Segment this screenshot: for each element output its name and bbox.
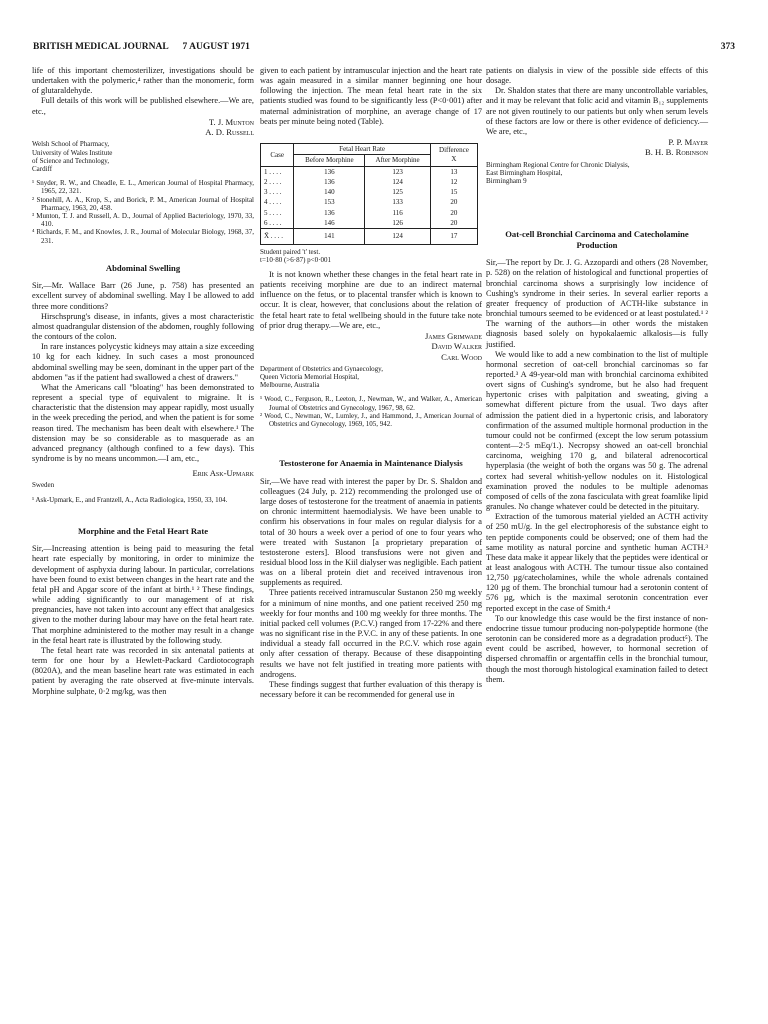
signatory: Erik Ask-Upmark bbox=[192, 468, 254, 479]
table-cell-before: 136 bbox=[294, 166, 365, 177]
affiliation-line: Department of Obstetrics and Gynaecology, bbox=[260, 364, 383, 373]
signatory: David Walker bbox=[431, 341, 482, 352]
affiliation-line: Queen Victoria Memorial Hospital, bbox=[260, 373, 359, 382]
table-cell-case: 6 . . . . bbox=[261, 218, 294, 229]
paragraph: Three patients received intramuscular Sustanon 250 mg weekly for a minimum of nine months, and one patient received 250 mg weekly for four months and 100 mg weekly for three months. The initial packed cell volumes (P.C.V.) ranged from 17-22% and there was no significant rise in the P.V.C. in any of these patients. In one individual a steady fall occurred in the P.C.V. which rose again only after cessation of therapy. Because of these disappointing results we have not felt justified in treating more patients with androgens. bbox=[260, 588, 482, 679]
table-cell-before: 140 bbox=[294, 187, 365, 197]
page-number: 373 bbox=[720, 42, 735, 52]
table-cell-before: 153 bbox=[294, 197, 365, 207]
section-heading: Testosterone for Anaemia in Maintenance Dialysis bbox=[279, 458, 463, 469]
affiliation bbox=[32, 140, 254, 173]
table-cell-after: 126 bbox=[365, 218, 431, 229]
reference-list bbox=[32, 496, 254, 504]
paragraph: It is not known whether these changes in the fetal heart rate in patients receiving morphine are due to an indirect maternal influence on the fetus, or to placental transfer which is known to occur. It is clear, however, that conclusions about the relation of the fetal heart rate to fetal wellbeing should in the future take note of prior drug therapy.—We are, etc., bbox=[260, 270, 482, 330]
reference: ³ Munton, T. J. and Russell, A. D., Journal of Applied Bacteriology, 1970, 33, 410. bbox=[32, 212, 254, 229]
column-2 bbox=[260, 66, 482, 700]
signatory: A. D. Russell bbox=[205, 127, 254, 138]
table-cell-after: 124 bbox=[365, 229, 431, 244]
table-cell-diff: 20 bbox=[430, 197, 477, 207]
affiliation-line: Birmingham Regional Centre for Chronic Dialysis, bbox=[486, 160, 630, 169]
paragraph: Sir,—The report by Dr. J. G. Azzopardi and others (28 November, p. 528) on the relation of histological and functional properties of bronchial carcinoma shows a surprisingly low incidence of Cushing's syndrome in their series. In several earlier reports a greater frequency of production of ACTH-like substance in bronchial tumours seemed to be evidenced or at least postulated.¹ ² The warning of the authors—in other words the mistaken diagnosis based solely on hypokalaemic alkalosis—is fully justified. bbox=[486, 258, 708, 349]
table-row bbox=[261, 177, 478, 187]
reference-list bbox=[260, 395, 482, 428]
paragraph: Full details of this work will be published elsewhere.—We are, etc., bbox=[32, 96, 254, 116]
issue-date: 7 AUGUST 1971 bbox=[182, 42, 250, 52]
table-cell-diff: 20 bbox=[430, 218, 477, 229]
paragraph: The fetal heart rate was recorded in six antenatal patients at term for one hour by a Hewlett-Packard Cardiotocograph (8020A), and the mean baseline heart rate was estimated in each patient by averaging the rate observed at five-minute intervals. Morphine sulphate, 0·2 mg/kg, was then bbox=[32, 645, 254, 696]
table-cell-before: 136 bbox=[294, 177, 365, 187]
paragraph: life of this important chemosterilizer, investigations should be undertaken with the polymeric,⁴ rather than the monomeric, form of glutaraldehyde. bbox=[32, 66, 254, 96]
paragraph: We would like to add a new combination to the list of multiple hormonal secretion of oat-cell bronchial carcinomas so far reported.³ A 49-year-old man with bronchial carcinoma exhibited overt signs of Cushing's syndrome, but he also had frequent hypertonic crises with palpitation and sweating, giving a somewhat different picture from the usual. Two days after admission the patient died in a hypertonic crisis, and laboratory confirmation of the assumed multiple hormonal production in the tumour could not be confirmed (except the low serum potassium content—2·5 mEq/1.). Necropsy showed an oat-cell bronchial carcinoma, weighing 170 g, and bilateral adrenocortical hyperplasia (the weight of both the organs was 50 g. The adrenal cortex had several whitish-yellow nodules on it. Histological examination proved the nodules to be multiple adenomas composed of cells of the zona fasciculata with great foamlike lipid granules. No change whatever could be detected in the pituitary. bbox=[486, 349, 708, 512]
section-heading: Abdominal Swelling bbox=[105, 262, 181, 273]
table-cell-diff: 15 bbox=[430, 187, 477, 197]
reference: ² Stonehill, A. A., Krop, S., and Borick, P. M., American Journal of Hospital Pharmacy, 1963, 20, 458. bbox=[32, 195, 254, 212]
paragraph: Extraction of the tumorous material yielded an ACTH activity of 250 mU/g. In the gel electrophoresis of the substance eight to ten peptide components could be observed; one of them had the same motility as natural porcine and synthetic human ACTH.³ These data make it appear likely that the peptides were identical or at least analogous with ACTH. The tumour tissue also contained 12,750 µg/catecholamines, while the whole adrenals contained 120 µg of them. The bronchial tumour had a serotonin content of 576 µg, which is the maximal serotonin concentration ever reported except in the case of Smith.⁴ bbox=[486, 512, 708, 613]
reference: ² Wood, C., Newman, W., Lumley, J., and Hammond, J., American Journal of Obstetrics and Gynecology, 1969, 105, 942. bbox=[260, 411, 482, 429]
table-header-difference bbox=[430, 143, 477, 166]
fetal-heart-rate-table bbox=[260, 143, 478, 245]
running-header bbox=[33, 42, 735, 56]
signature bbox=[260, 331, 482, 362]
table-cell-case: 5 . . . . bbox=[261, 208, 294, 218]
affiliation-line: Melbourne, Australia bbox=[260, 381, 320, 390]
table-note bbox=[260, 248, 482, 264]
table-note-line: t=10·80 (>6·87) p<0·001 bbox=[260, 255, 331, 264]
table-cell-case: 2 . . . . bbox=[261, 177, 294, 187]
affiliation-line: University of Wales Institute bbox=[32, 148, 113, 157]
table-cell-case: 3 . . . . bbox=[261, 187, 294, 197]
paragraph: These findings suggest that further evaluation of this therapy is necessary before it can be recommended for general use in bbox=[260, 679, 482, 700]
paragraph: Sir,—Increasing attention is being paid to measuring the fetal heart rate especially by monitoring, in order to minimize the development of asphyxia during labour. In particular, correlations have been found to exist between changes in the heart rate and the fetal pH and Apgar score of the infant at birth.¹ ² These findings, while adding significantly to our management of at risk pregnancies, have not taken into account any effect that analgesics given to the mother during labour may have on the fetal heart rate. That morphine administered to the mother may result in a change in the fetal heart rate is illustrated by the following study. bbox=[32, 544, 254, 645]
table-cell-case: 4 . . . . bbox=[261, 197, 294, 207]
table-row bbox=[261, 218, 478, 229]
table-header-before: Before Morphine bbox=[294, 155, 365, 166]
paragraph: patients on dialysis in view of the possible side effects of this dosage. bbox=[486, 66, 708, 86]
affiliation-line: Sweden bbox=[32, 481, 55, 490]
table-cell-diff: 17 bbox=[430, 229, 477, 244]
journal-name: BRITISH MEDICAL JOURNAL bbox=[33, 42, 169, 52]
affiliation-line: Cardiff bbox=[32, 164, 53, 173]
paragraph: given to each patient by intramuscular injection and the heart rate was again measured in a similar manner beginning one hour following the injection. The mean fetal heart rate in the six patients studied was found to be significantly less (P<0·001) after maternal administration of morphine, an average change of 17 beats per minute being noted (Table). bbox=[260, 66, 482, 126]
affiliation-line: Birmingham 9 bbox=[486, 177, 527, 186]
difference-label: Difference bbox=[439, 146, 469, 155]
table-header-case: Case bbox=[261, 143, 294, 166]
table-cell-before: 136 bbox=[294, 208, 365, 218]
table-cell-case: 1 . . . . bbox=[261, 166, 294, 177]
table-row bbox=[261, 208, 478, 218]
paragraph: Dr. Shaldon states that there are many uncontrollable variables, and it may be relevant that folic acid and vitamin B₁₂ supplements are not given routinely to our patients but only when serum levels of these factors are low or there is other evidence of deficiency.—We are, etc., bbox=[486, 86, 708, 136]
table-cell-after: 124 bbox=[365, 177, 431, 187]
table-cell-case: X̄ . . . . bbox=[261, 229, 294, 244]
column-3 bbox=[486, 66, 708, 685]
paragraph: Sir,—Mr. Wallace Barr (26 June, p. 758) has presented an excellent survey of abdominal swelling. May I be allowed to add three more conditions? bbox=[32, 281, 254, 311]
section-heading: Morphine and the Fetal Heart Rate bbox=[77, 525, 209, 536]
table-cell-after: 133 bbox=[365, 197, 431, 207]
table-row bbox=[261, 166, 478, 177]
table-cell-after: 123 bbox=[365, 166, 431, 177]
table-cell-after: 116 bbox=[365, 208, 431, 218]
table-cell-after: 125 bbox=[365, 187, 431, 197]
section-heading: Oat-cell Bronchial Carcinoma and Catecholamine Production bbox=[505, 229, 689, 250]
column-1 bbox=[32, 66, 254, 697]
signatory: P. P. Mayer bbox=[668, 137, 708, 148]
table-row bbox=[261, 187, 478, 197]
reference: ⁴ Richards, F. M., and Knowles, J. R., Journal of Molecular Biology, 1968, 37, 231. bbox=[32, 228, 254, 245]
difference-symbol: X bbox=[451, 154, 457, 163]
signatory: T. J. Munton bbox=[208, 116, 254, 127]
affiliation-line: of Science and Technology, bbox=[32, 156, 110, 165]
paragraph: In rare instances polycystic kidneys may attain a size exceeding 10 kg for each kidney. In such cases a most pronounced abdominal swelling may be seen, dominant in the upper part of the abdomen "as if the patient had swallowed a chest of drawers." bbox=[32, 342, 254, 382]
affiliation-line: East Birmingham Hospital, bbox=[486, 168, 563, 177]
table-cell-before: 146 bbox=[294, 218, 365, 229]
paragraph: To our knowledge this case would be the first instance of non-endocrine tissue tumour producing non-polypeptide hormone (the serotonin can be considered more as a degradation product⁵). The event could be ascribed, however, to hormonal secretion of dispersed chromaffin or argentaffin cells in the bronchial tumour, though the most thorough histological examination failed to detect them. bbox=[486, 613, 708, 684]
signatory: Carl Wood bbox=[441, 351, 482, 362]
table-row bbox=[261, 197, 478, 207]
reference: ¹ Wood, C., Ferguson, R., Leeton, J., Newman, W., and Walker, A., American Journal of Obstetrics and Gynecology, 1967, 98, 62. bbox=[260, 395, 482, 412]
table-cell-diff: 13 bbox=[430, 166, 477, 177]
paragraph: Sir,—We have read with interest the paper by Dr. S. Shaldon and colleagues (24 July, p. 212) recommending the prolonged use of large doses of testosterone for the treatment of anaemia in patients on chronic intermittent haemodialysis. We have been unable to confirm his observations in four males on regular dialysis for a total of 30 hours a week over a period of one to four years who were treated with Sustanon [a proprietary preparation of testosterone esters]. Blood transfusions were not given and residual blood loss in the Kiil dialyser was negligible. Each patient was on a liberal protein diet and received intravenous iron supplements as required. bbox=[260, 476, 482, 588]
paragraph: Hirschsprung's disease, in infants, gives a most characteristic almost quadrangular distension of the abdomen, roughly following the contours of the colon. bbox=[32, 311, 254, 342]
signature bbox=[486, 137, 708, 158]
affiliation-line: Welsh School of Pharmacy, bbox=[32, 140, 110, 149]
table-mean-row bbox=[261, 229, 478, 244]
table-header-fhr: Fetal Heart Rate bbox=[294, 143, 430, 154]
table-cell-before: 141 bbox=[294, 229, 365, 244]
signature bbox=[32, 468, 254, 478]
affiliation bbox=[486, 161, 708, 186]
paragraph: What the Americans call "bloating" has been demonstrated to represent a special type of equivalent to migraine. It is characteristic that the distension may appear rapidly, most usually in the week preceding the period, and when the patient is for some reason tired. The mechanism has been dealt with elsewhere.¹ The distension may be so considerable as to masquerade as an advanced pregnancy (although confined to a few days). This syndrome is by no means uncommon.—I am, etc., bbox=[32, 382, 254, 463]
reference-list bbox=[32, 179, 254, 245]
table-header-after: After Morphine bbox=[365, 155, 431, 166]
affiliation bbox=[260, 365, 482, 390]
affiliation bbox=[32, 481, 254, 489]
table-note-line: Student paired 't' test. bbox=[260, 247, 321, 256]
table-cell-diff: 20 bbox=[430, 208, 477, 218]
table-cell-diff: 12 bbox=[430, 177, 477, 187]
reference: ¹ Snyder, R. W., and Cheadle, E. L., American Journal of Hospital Pharmacy, 1965, 22, 321. bbox=[32, 179, 254, 196]
reference: ¹ Ask-Upmark, E., and Frantzell, A., Acta Radiologica, 1950, 33, 104. bbox=[32, 495, 228, 504]
signatory: James Grimwade bbox=[424, 330, 482, 341]
signature bbox=[32, 117, 254, 138]
signatory: B. H. B. Robinson bbox=[645, 147, 708, 158]
